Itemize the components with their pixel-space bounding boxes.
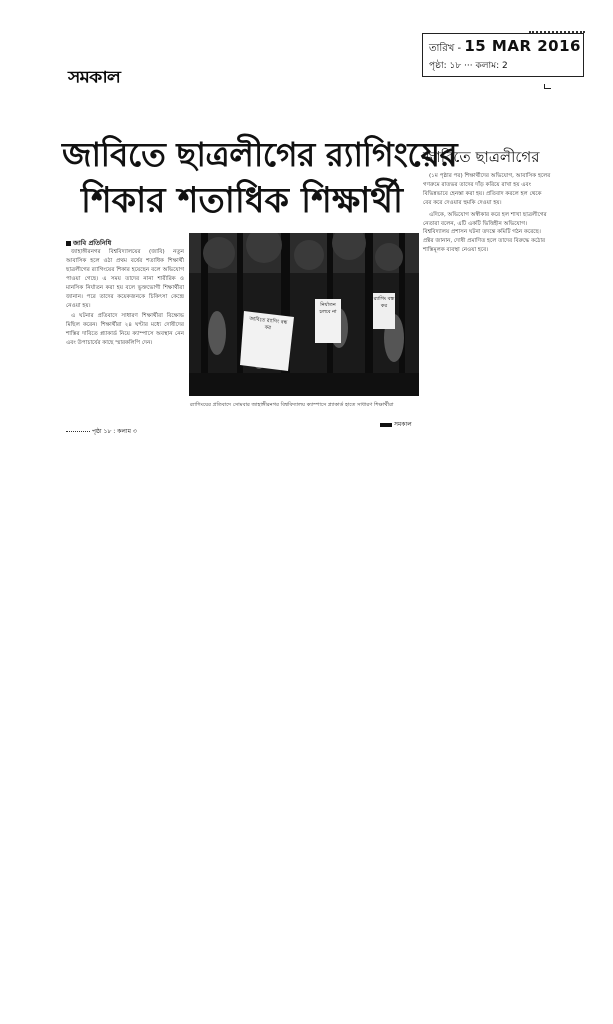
photo-credit bbox=[380, 419, 412, 430]
continuation-paragraph: এদিকে, অভিযোগ অস্বীকার করে হল শাখা ছাত্রলীগের নেতারা বলেন, এটি একটি ভিত্তিহীন অভিযোগ। বিশ্ববিদ্যালয় প্রশাসন ঘটনা তদন্তে কমিটি গঠন করেছে। প্রক্টর জানান, দোষী প্রমাণিত হলে তাদের বিরুদ্ধে কঠোর শাস্তিমূলক ব্যবস্থা নেওয়া হবে। bbox=[423, 211, 547, 254]
photo-sign-2: নির্যাতন চলবে না bbox=[319, 302, 337, 315]
photo-caption: র‍্যাগিংয়ের প্রতিবাদে সোমবার জাহাঙ্গীরনগর বিশ্ববিদ্যালয় ক্যাম্পাসে প্ল্যাকার্ড হাতে সাধারণ শিক্ষার্থীরা bbox=[190, 402, 394, 408]
stamp-page-label: পৃষ্ঠা bbox=[429, 61, 444, 71]
stamp-column: 2 bbox=[502, 61, 508, 71]
stamp-column-label: কলাম bbox=[475, 61, 497, 71]
continuation-paragraph: (১ম পৃষ্ঠার পর) শিক্ষার্থীদের অভিযোগ, আবাসিক হলের গণরুমে রাতভর তাদের দাঁড় করিয়ে রাখা হয় এবং বিভিন্নভাবে হেনস্তা করা হয়। প্রতিবাদ করলে হল থেকে বের করে দেওয়ার হুমকি দেওয়া হয়। bbox=[423, 173, 551, 206]
byline-text: জাবি প্রতিনিধি bbox=[73, 239, 112, 247]
clipping-date-stamp bbox=[422, 33, 584, 77]
stamp-page: ১৮ bbox=[449, 61, 462, 71]
headline-line-2: শিকার শতাধিক শিক্ষার্থী bbox=[80, 180, 404, 221]
stamp-date: 15 MAR 2016 bbox=[464, 37, 581, 55]
continuation-title: জাবিতে ছাত্রলীগের bbox=[423, 148, 540, 166]
byline-bullet-icon bbox=[66, 241, 71, 246]
article-paragraph: এ ঘটনার প্রতিবাদে সাধারণ শিক্ষার্থীরা বিক্ষোভ মিছিল করেন। শিক্ষার্থীরা ২৪ ঘণ্টার মধ্যে দোষীদের শাস্তির দাবিতে প্ল্যাকার্ড নিয়ে ক্যাম্পাসে অবস্থান নেন এবং উপাচার্যের কাছে স্মারকলিপি দেন। bbox=[66, 313, 184, 346]
stamp-date-label: তারিখ bbox=[429, 43, 455, 54]
credit-bullet-icon bbox=[380, 423, 392, 427]
photo-sign-1: জাবিতে র‍্যাগিং বন্ধ কর bbox=[249, 316, 288, 332]
continuation-body bbox=[423, 172, 551, 258]
pen-mark bbox=[544, 84, 551, 89]
article-paragraph: জাহাঙ্গীরনগর বিশ্ববিদ্যালয়ের (জাবি) নতুন আবাসিক হলে ওঠা প্রথম বর্ষের শতাধিক শিক্ষার্থী ছাত্রলীগের র‍্যাগিংয়ের শিকার হয়েছেন বলে অভিযোগ পাওয়া গেছে। এ সময় তাদের নানা শারীরিক ও মানসিক নির্যাতন করা হয় বলে ভুক্তভোগী শিক্ষার্থীরা জানান। পরে তাদের কয়েকজনকে চিকিৎসা কেন্দ্রে নেওয়া হয়। bbox=[66, 249, 184, 309]
photo-sign-3: র‍্যাগিং বন্ধ কর bbox=[373, 296, 395, 309]
headline-line-1: জাবিতে ছাত্রলীগের র‍্যাগিংয়ের bbox=[62, 135, 458, 174]
news-photo bbox=[189, 233, 419, 396]
article-body-column bbox=[66, 248, 184, 349]
stamp-date-row: তারিখ - 15 MAR 2016 bbox=[429, 37, 581, 55]
protest-photo-illustration bbox=[189, 233, 419, 396]
jump-text: পৃষ্ঠা ১৮ : কলাম ৩ bbox=[91, 428, 137, 435]
credit-text: সমকাল bbox=[394, 421, 412, 428]
jump-leader bbox=[66, 431, 90, 432]
newspaper-masthead: সমকাল bbox=[68, 67, 121, 87]
stamp-page-row: পৃষ্ঠা: ১৮ ··· কলাম: 2 bbox=[429, 61, 508, 71]
jump-line bbox=[66, 426, 184, 437]
article-headline bbox=[62, 135, 458, 223]
